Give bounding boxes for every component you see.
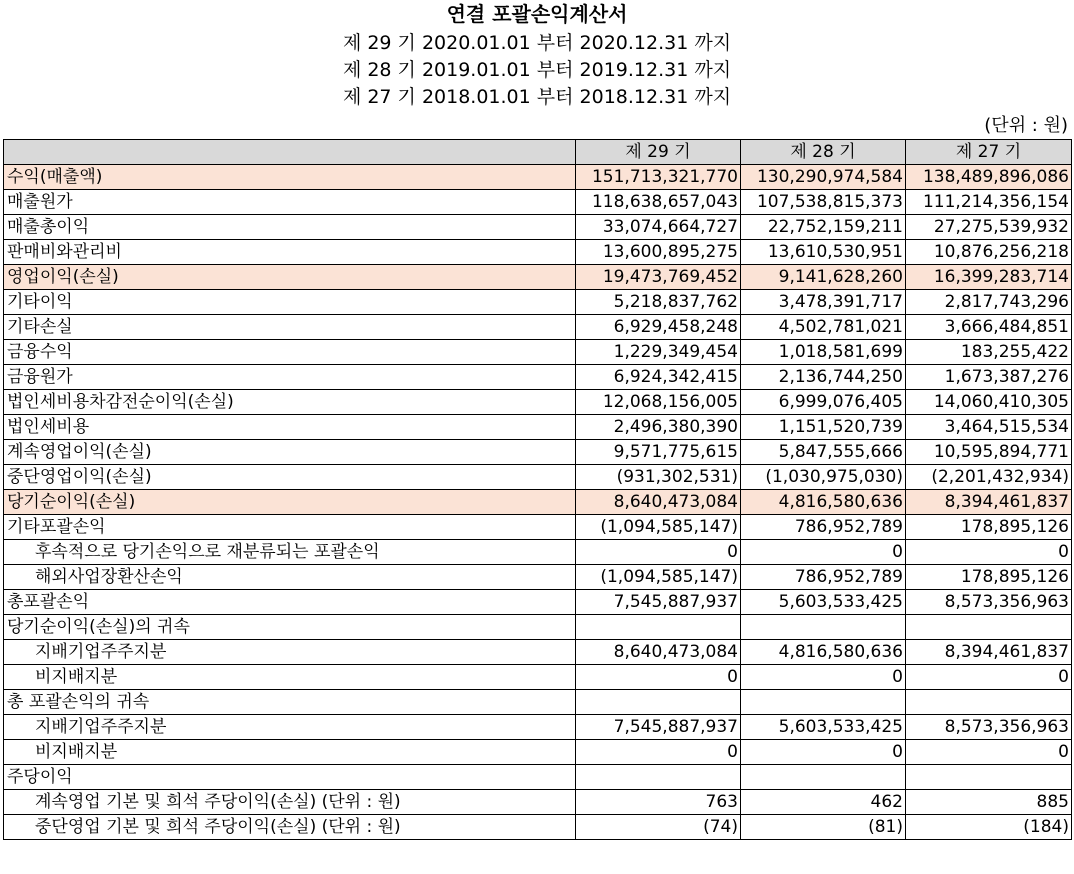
income-statement-table — [3, 139, 1072, 840]
value-period-28: 0 — [741, 740, 906, 765]
value-period-28: 0 — [741, 540, 906, 565]
row-label: 지배기업주주지분 — [4, 715, 576, 740]
value-period-29: 19,473,769,452 — [576, 265, 741, 290]
value-period-28: 3,478,391,717 — [741, 290, 906, 315]
table-row — [4, 240, 1072, 265]
row-label: 해외사업장환산손익 — [4, 565, 576, 590]
value-period-29: 8,640,473,084 — [576, 490, 741, 515]
table-row — [4, 665, 1072, 690]
value-period-28: (1,030,975,030) — [741, 465, 906, 490]
value-period-29: 763 — [576, 790, 741, 815]
value-period-28: 4,816,580,636 — [741, 640, 906, 665]
row-label: 매출원가 — [4, 190, 576, 215]
row-label: 수익(매출액) — [4, 165, 576, 190]
row-label: 중단영업 기본 및 희석 주당이익(손실) (단위 : 원) — [4, 815, 576, 840]
value-period-27: 0 — [906, 740, 1072, 765]
header-row — [4, 140, 1072, 165]
value-period-28: 5,603,533,425 — [741, 715, 906, 740]
value-period-29: 0 — [576, 665, 741, 690]
value-period-28: 4,502,781,021 — [741, 315, 906, 340]
header-period-29: 제 29 기 — [576, 140, 741, 165]
table-row — [4, 315, 1072, 340]
value-period-27: 183,255,422 — [906, 340, 1072, 365]
unit-note: (단위 : 원) — [984, 115, 1068, 136]
row-label: 비지배지분 — [4, 665, 576, 690]
value-period-27: 8,573,356,963 — [906, 715, 1072, 740]
value-period-28: 22,752,159,211 — [741, 215, 906, 240]
value-period-29: 13,600,895,275 — [576, 240, 741, 265]
value-period-28: 4,816,580,636 — [741, 490, 906, 515]
table-row — [4, 815, 1072, 840]
value-period-27: 10,876,256,218 — [906, 240, 1072, 265]
table-row — [4, 765, 1072, 790]
value-period-28: 786,952,789 — [741, 565, 906, 590]
row-label: 총포괄손익 — [4, 590, 576, 615]
value-period-27: 1,673,387,276 — [906, 365, 1072, 390]
value-period-29: (931,302,531) — [576, 465, 741, 490]
value-period-27: 8,394,461,837 — [906, 490, 1072, 515]
value-period-28: 5,603,533,425 — [741, 590, 906, 615]
value-period-28: 5,847,555,666 — [741, 440, 906, 465]
period-27: 제 27 기 2018.01.01 부터 2018.12.31 까지 — [342, 86, 732, 108]
value-period-29: 6,924,342,415 — [576, 365, 741, 390]
value-period-27: 8,573,356,963 — [906, 590, 1072, 615]
value-period-29: 0 — [576, 740, 741, 765]
table-body — [4, 165, 1072, 840]
value-period-27: 8,394,461,837 — [906, 640, 1072, 665]
value-period-29: 33,074,664,727 — [576, 215, 741, 240]
value-period-28: 786,952,789 — [741, 515, 906, 540]
value-period-27: 885 — [906, 790, 1072, 815]
value-period-28: (81) — [741, 815, 906, 840]
value-period-28: 107,538,815,373 — [741, 190, 906, 215]
value-period-27: 0 — [906, 540, 1072, 565]
value-period-29: 1,229,349,454 — [576, 340, 741, 365]
value-period-27 — [906, 615, 1072, 640]
value-period-27: 178,895,126 — [906, 515, 1072, 540]
row-label: 비지배지분 — [4, 740, 576, 765]
period-28: 제 28 기 2019.01.01 부터 2019.12.31 까지 — [342, 59, 732, 81]
value-period-28: 0 — [741, 665, 906, 690]
table-row — [4, 715, 1072, 740]
value-period-29 — [576, 765, 741, 790]
value-period-29: 0 — [576, 540, 741, 565]
value-period-28: 9,141,628,260 — [741, 265, 906, 290]
table-row — [4, 515, 1072, 540]
table-row — [4, 440, 1072, 465]
period-29: 제 29 기 2020.01.01 부터 2020.12.31 까지 — [342, 32, 732, 54]
header-period-28: 제 28 기 — [741, 140, 906, 165]
table-row — [4, 290, 1072, 315]
value-period-27: 10,595,894,771 — [906, 440, 1072, 465]
value-period-29: 8,640,473,084 — [576, 640, 741, 665]
value-period-29: (74) — [576, 815, 741, 840]
value-period-28 — [741, 765, 906, 790]
table-row — [4, 190, 1072, 215]
table-row — [4, 740, 1072, 765]
table-row — [4, 390, 1072, 415]
header-label — [4, 140, 576, 165]
value-period-29: 7,545,887,937 — [576, 715, 741, 740]
row-label: 법인세비용차감전순이익(손실) — [4, 390, 576, 415]
row-label: 후속적으로 당기손익으로 재분류되는 포괄손익 — [4, 540, 576, 565]
value-period-28 — [741, 615, 906, 640]
value-period-28: 1,018,581,699 — [741, 340, 906, 365]
row-label: 영업이익(손실) — [4, 265, 576, 290]
row-label: 지배기업주주지분 — [4, 640, 576, 665]
row-label: 법인세비용 — [4, 415, 576, 440]
row-label: 기타손실 — [4, 315, 576, 340]
row-label: 금융수익 — [4, 340, 576, 365]
row-label: 판매비와관리비 — [4, 240, 576, 265]
row-label: 계속영업 기본 및 희석 주당이익(손실) (단위 : 원) — [4, 790, 576, 815]
value-period-27: 14,060,410,305 — [906, 390, 1072, 415]
row-label: 중단영업이익(손실) — [4, 465, 576, 490]
value-period-29: 9,571,775,615 — [576, 440, 741, 465]
table-row — [4, 615, 1072, 640]
value-period-27 — [906, 765, 1072, 790]
table-row — [4, 790, 1072, 815]
value-period-29: 118,638,657,043 — [576, 190, 741, 215]
table-row — [4, 365, 1072, 390]
header-period-27: 제 27 기 — [906, 140, 1072, 165]
value-period-27: 2,817,743,296 — [906, 290, 1072, 315]
value-period-28: 462 — [741, 790, 906, 815]
value-period-27: (2,201,432,934) — [906, 465, 1072, 490]
value-period-27: 138,489,896,086 — [906, 165, 1072, 190]
row-label: 주당이익 — [4, 765, 576, 790]
value-period-29: 5,218,837,762 — [576, 290, 741, 315]
table-row — [4, 640, 1072, 665]
row-label: 당기순이익(손실)의 귀속 — [4, 615, 576, 640]
row-label: 총 포괄손익의 귀속 — [4, 690, 576, 715]
value-period-29: 2,496,380,390 — [576, 415, 741, 440]
row-label: 매출총이익 — [4, 215, 576, 240]
statement-title: 연결 포괄손익계산서 — [446, 2, 628, 26]
value-period-29: 12,068,156,005 — [576, 390, 741, 415]
value-period-28: 130,290,974,584 — [741, 165, 906, 190]
value-period-29: (1,094,585,147) — [576, 565, 741, 590]
value-period-27: 111,214,356,154 — [906, 190, 1072, 215]
row-label: 당기순이익(손실) — [4, 490, 576, 515]
value-period-29: 7,545,887,937 — [576, 590, 741, 615]
value-period-29: 151,713,321,770 — [576, 165, 741, 190]
row-label: 계속영업이익(손실) — [4, 440, 576, 465]
value-period-27: (184) — [906, 815, 1072, 840]
table-row — [4, 265, 1072, 290]
table-row — [4, 415, 1072, 440]
value-period-27: 178,895,126 — [906, 565, 1072, 590]
table-row — [4, 565, 1072, 590]
value-period-27: 3,464,515,534 — [906, 415, 1072, 440]
table-row — [4, 540, 1072, 565]
value-period-29: (1,094,585,147) — [576, 515, 741, 540]
table-row — [4, 690, 1072, 715]
value-period-28: 1,151,520,739 — [741, 415, 906, 440]
value-period-27: 16,399,283,714 — [906, 265, 1072, 290]
value-period-27: 0 — [906, 665, 1072, 690]
row-label: 금융원가 — [4, 365, 576, 390]
value-period-28 — [741, 690, 906, 715]
value-period-28: 13,610,530,951 — [741, 240, 906, 265]
value-period-28: 2,136,744,250 — [741, 365, 906, 390]
table-row — [4, 590, 1072, 615]
value-period-28: 6,999,076,405 — [741, 390, 906, 415]
table-row — [4, 340, 1072, 365]
table-row — [4, 215, 1072, 240]
table-row — [4, 490, 1072, 515]
value-period-27: 27,275,539,932 — [906, 215, 1072, 240]
value-period-29: 6,929,458,248 — [576, 315, 741, 340]
row-label: 기타이익 — [4, 290, 576, 315]
value-period-27 — [906, 690, 1072, 715]
table-row — [4, 165, 1072, 190]
table-row — [4, 465, 1072, 490]
value-period-29 — [576, 690, 741, 715]
row-label: 기타포괄손익 — [4, 515, 576, 540]
value-period-27: 3,666,484,851 — [906, 315, 1072, 340]
value-period-29 — [576, 615, 741, 640]
